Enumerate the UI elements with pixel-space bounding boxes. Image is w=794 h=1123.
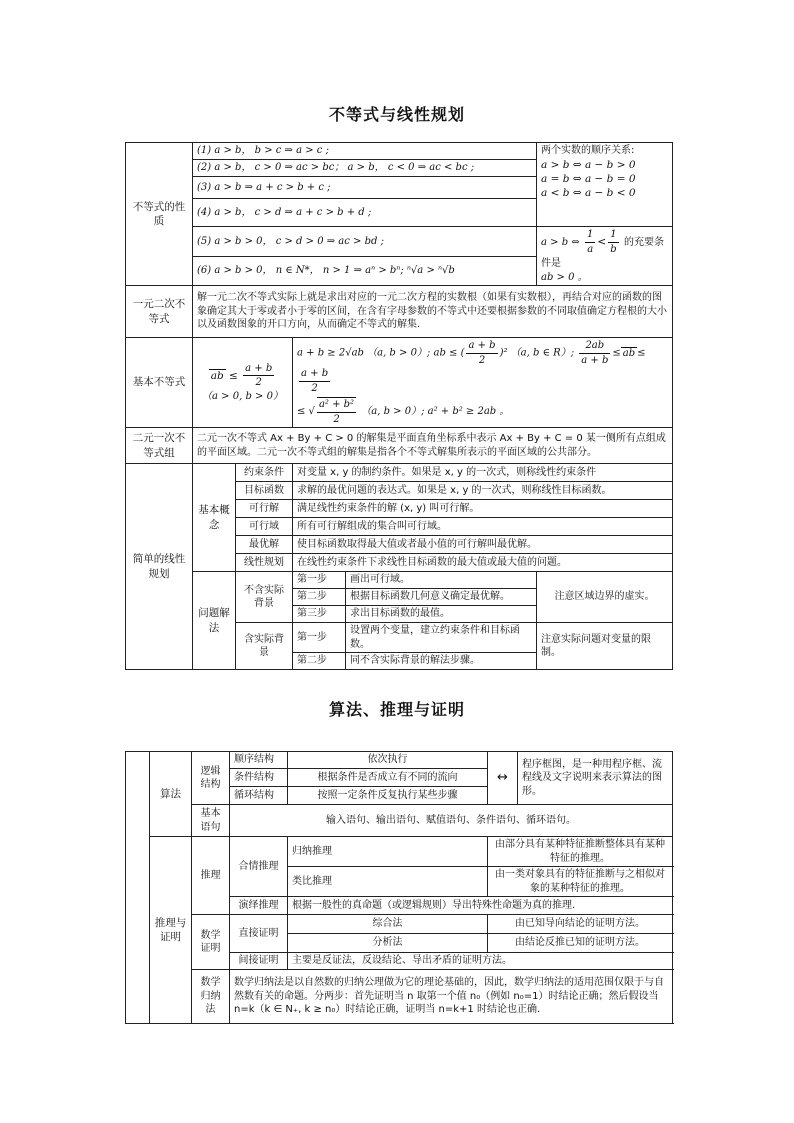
order-line-3: a < b ⇔ a − b < 0	[541, 186, 636, 199]
prop-5: (5) a > b > 0， c > d > 0 ⇒ ac > bd ;	[193, 227, 537, 257]
section2-title: 算法、推理与证明	[328, 700, 465, 719]
math-proof-label: 数学证明	[192, 915, 230, 970]
basic-label: 基本不等式	[126, 338, 193, 428]
with-bg-label: 含实际背景	[236, 623, 293, 670]
a-plus-b-over-2: $\frac{a + b}{2}$	[245, 362, 273, 389]
no-bg-text-1: 画出可行域。	[346, 572, 537, 589]
no-bg-text-3: 求出目标函数的最值。	[346, 606, 537, 623]
with-bg-step-2: 第二步	[293, 653, 346, 670]
direct-name-2: 分析法	[288, 934, 488, 953]
concept-term-4: 可行域	[236, 518, 293, 536]
no-bg-step-3: 第三步	[293, 606, 346, 623]
basic-right: a + b ≥ 2√ab （a, b > 0）; ab ≤ ( $\frac{a + b}{2}$ )² （a, b ∈ R）; $\frac{2ab}{a + b}$ ≤ ab ≤ $\frac{a + b}{2}$ ≤ √ $\frac{\text{a² + b²}}{2}$ （a, b > 0）; a² + b² ≥ 2ab 。	[293, 338, 673, 428]
no-bg-note: 注意区域边界的虚实。	[537, 572, 673, 623]
concept-def-3: 满足线性约束条件的解 (x, y) 叫可行解。	[293, 500, 673, 518]
induction-label: 数学归纳法	[192, 970, 230, 1024]
flow-text: 程序框图，是一种用程序框、流程线及文字说明来表示算法的图形。	[518, 752, 673, 805]
order-title: 两个实数的顺序关系:	[541, 145, 635, 156]
lp-label: 简单的线性规划	[126, 464, 193, 670]
deductive-desc: 根据一般性的真命题（或逻辑规则）导出特殊性命题为真的推理.	[288, 897, 673, 915]
concept-label: 基本概念	[193, 464, 236, 572]
structure-name-1: 顺序结构	[230, 752, 288, 769]
concept-def-2: 求解的最优问题的表达式。如果是 x, y 的一次式，则称线性目标函数。	[293, 482, 673, 500]
prop-2: (2) a > b， c > 0 ⇒ ac > bc； a > b， c < 0 ⇒ ac < bc ;	[193, 160, 537, 177]
plausible-name-2: 类比推理	[288, 867, 488, 897]
method-label: 问题解法	[193, 572, 236, 670]
concept-def-4: 所有可行解组成的集合叫可行域。	[293, 518, 673, 536]
basic-line1-a: a + b ≥ 2√ab （a, b > 0）; ab ≤ (	[297, 347, 465, 359]
concept-term-3: 可行解	[236, 500, 293, 518]
plausible-desc-1: 由部分具有某种特征推断整体具有某种特征的推理。	[488, 837, 673, 867]
indirect-name: 间接证明	[230, 953, 288, 970]
deductive-name: 演绎推理	[230, 897, 288, 915]
structure-name-2: 条件结构	[230, 769, 288, 787]
prop-6: (6) a > b > 0， n ∈ N*， n > 1 ⇒ aⁿ > bⁿ; ⁿ√a > ⁿ√b	[193, 257, 537, 286]
no-bg-step-1: 第一步	[293, 572, 346, 589]
with-bg-text-2: 同不含实际背景的解法步骤。	[346, 653, 537, 670]
basic-stmt-text: 输入语句、输出语句、赋值语句、条件语句、循环语句。	[230, 805, 673, 837]
section1-title: 不等式与线性规划	[328, 105, 465, 124]
induction-text: 数学归纳法是以自然数的归纳公理做为它的理论基础的，因此，数学归纳法的适用范围仅限于与自然数有关的命题。分两步：首先证明当 n 取第一个值 n₀（例如 n₀=1）时结论正确；然后假设当 n=k（k ∈ N₊, k ≥ n₀）时结论正确，证明当 n=k+1 时结论也正确.	[230, 970, 673, 1024]
structure-desc-2: 根据条件是否成立有不同的流向	[288, 769, 488, 787]
plausible-label: 合情推理	[230, 837, 288, 897]
concept-term-5: 最优解	[236, 536, 293, 554]
ineq-prop-label: 不等式的性质	[126, 143, 193, 286]
one-over-a: $\frac{1}{a}$	[587, 229, 594, 255]
structure-desc-3: 按照一定条件反复执行某些步骤	[288, 787, 488, 805]
lin2-label: 二元一次不等式组	[126, 428, 193, 464]
order-line-1: a > b ⇔ a − b > 0	[541, 158, 636, 171]
one-over-b: $\frac{1}{b}$	[610, 229, 617, 255]
with-bg-note: 注意实际问题对变量的限制。	[537, 623, 673, 670]
recip-suffix: 的充要条件是	[541, 237, 664, 269]
with-bg-text-1: 设置两个变量，建立约束条件和目标函数。	[346, 623, 537, 653]
no-bg-step-2: 第二步	[293, 589, 346, 606]
logic-label: 逻辑结构	[192, 752, 230, 805]
algorithm-table	[125, 751, 673, 1024]
reason-label: 推理与证明	[150, 837, 192, 1024]
inequality-table	[125, 142, 673, 670]
direct-name-1: 综合法	[288, 915, 488, 934]
indirect-desc: 主要是反证法，反设结论、导出矛盾的证明方法。	[288, 953, 673, 970]
equivalence-arrow: ↔	[488, 752, 518, 805]
concept-term-6: 线性规划	[236, 554, 293, 572]
direct-label: 直接证明	[230, 915, 288, 953]
reciprocal-cell: a > b ⇔ $\frac{1}{a}$ < $\frac{1}{b}$ 的充要条件是 ab > 0 。	[537, 227, 673, 286]
basic-cond: （a > 0, b > 0）	[202, 390, 283, 402]
direct-desc-2: 由结论反推已知的证明方法。	[488, 934, 673, 953]
recip-prefix: a > b ⇔	[541, 237, 580, 248]
concept-def-6: 在线性约束条件下求线性目标函数的最大值或最大值的问题。	[293, 554, 673, 572]
prop-4: (4) a > b， c > d ⇒ a + c > b + d ;	[193, 199, 537, 227]
plausible-name-1: 归纳推理	[288, 837, 488, 867]
basic-line2: （a, b > 0）; a² + b² ≥ 2ab 。	[361, 406, 510, 417]
no-bg-label: 不含实际背景	[236, 572, 293, 623]
basic-left: ab ≤ $\frac{a + b}{2}$ （a > 0, b > 0）	[193, 338, 293, 428]
basic-stmt-label: 基本语句	[192, 805, 230, 837]
concept-term-2: 目标函数	[236, 482, 293, 500]
no-bg-text-2: 根据目标函数几何意义确定最优解。	[346, 589, 537, 606]
prop-3: (3) a > b ⇒ a + c > b + c ;	[193, 177, 537, 199]
concept-term-1: 约束条件	[236, 464, 293, 482]
plausible-desc-2: 由一类对象具有的特征推断与之相似对象的某种特征的推理。	[488, 867, 673, 897]
prop-1: (1) a > b， b > c ⇒ a > c ;	[193, 143, 537, 160]
lin2-text: 二元一次不等式 Ax + By + C > 0 的解集是平面直角坐标系中表示 Ax + By + C = 0 某一侧所有点组成的平面区域。二元一次不等式组的解集是指各个不等式解集所表示的平面区域的公共部分。	[193, 428, 673, 464]
structure-name-3: 循环结构	[230, 787, 288, 805]
direct-desc-1: 由已知导向结论的证明方法。	[488, 915, 673, 934]
basic-line1-b: )² （a, b ∈ R）;	[499, 347, 575, 359]
quad-text: 解一元二次不等式实际上就是求出对应的一元二次方程的实数根（如果有实数根），再结合对应的函数的图象确定其大于零或者小于零的区间，在含有字母参数的不等式中还要根据参数的不同取值确定方程根的大小以及函数图象的开口方向，从而确定不等式的解集.	[193, 286, 673, 338]
infer-label: 推理	[192, 837, 230, 915]
left-margin-cell	[126, 752, 150, 1024]
order-line-2: a = b ⇔ a − b = 0	[541, 172, 636, 185]
with-bg-step-1: 第一步	[293, 623, 346, 653]
concept-def-5: 使目标函数取得最大值或者最小值的可行解叫最优解。	[293, 536, 673, 554]
concept-def-1: 对变量 x, y 的制约条件。如果是 x, y 的一次式，则称线性约束条件	[293, 464, 673, 482]
order-cell	[537, 143, 673, 227]
algo-label: 算法	[150, 752, 192, 837]
structure-desc-1: 依次执行	[288, 752, 488, 769]
recip-cond: ab > 0 。	[541, 271, 588, 283]
quad-label: 一元二次不等式	[126, 286, 193, 338]
